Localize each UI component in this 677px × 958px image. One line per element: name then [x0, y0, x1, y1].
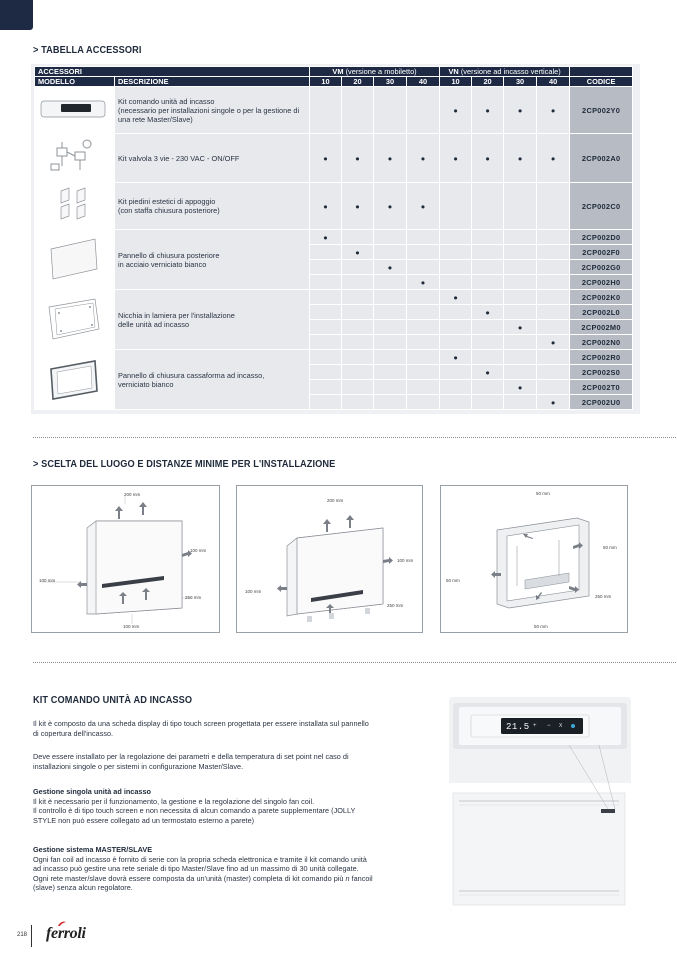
- compat-cell: [440, 335, 472, 350]
- rear-panel-image: [35, 230, 115, 290]
- kit-subsection-master: [33, 845, 373, 893]
- product-code: 2CP002D0: [570, 230, 633, 245]
- compat-cell: [342, 395, 374, 410]
- description-cell: Pannello di chiusura posteriore in acciaio verniciato bianco: [115, 230, 310, 290]
- product-code: 2CP002A0: [570, 134, 633, 183]
- compat-cell: [342, 230, 374, 245]
- compat-cell: [374, 230, 407, 245]
- accessories-table-panel: [31, 64, 640, 414]
- compat-cell: [440, 245, 472, 260]
- diagram-drawing: [237, 486, 422, 632]
- footer-rule: [31, 925, 32, 947]
- header-size: 40: [537, 77, 570, 87]
- compat-cell: [407, 335, 440, 350]
- dim-left: 50 mm: [446, 578, 460, 583]
- header-size: 40: [407, 77, 440, 87]
- compat-cell: [342, 305, 374, 320]
- compat-cell: [537, 260, 570, 275]
- header-descrizione: DESCRIZIONE: [115, 77, 310, 87]
- product-code: 2CP002H0: [570, 275, 633, 290]
- compat-cell: ●: [310, 183, 342, 230]
- header-row-1: [35, 67, 633, 77]
- compat-cell: [407, 87, 440, 134]
- dim-right: 100 mm: [397, 558, 414, 563]
- compat-cell: ●: [440, 87, 472, 134]
- compat-cell: [472, 245, 504, 260]
- compat-cell: [374, 87, 407, 134]
- compat-cell: [342, 350, 374, 365]
- compat-cell: ●: [342, 183, 374, 230]
- kit-paragraph-4: Il controllo è di tipo touch screen e non necessita di alcun comando a parete supplementare (JOLLY STYLE non può essere collegato ad un termostato esterno a parete): [33, 806, 356, 825]
- subheading-master: Gestione sistema MASTER/SLAVE: [33, 845, 153, 854]
- description-cell: Kit comando unità ad incasso (necessario per installazioni singole o per la gestione di una rete Master/Slave): [115, 87, 310, 134]
- compat-cell: [374, 275, 407, 290]
- product-code: 2CP002S0: [570, 365, 633, 380]
- compat-cell: [472, 380, 504, 395]
- product-code: 2CP002N0: [570, 335, 633, 350]
- compat-cell: ●: [537, 395, 570, 410]
- product-code: 2CP002F0: [570, 245, 633, 260]
- corner-tab: [0, 0, 33, 30]
- dim-floor: 250 mm: [185, 595, 202, 600]
- compat-cell: ●: [310, 230, 342, 245]
- compat-cell: [342, 320, 374, 335]
- compat-cell: [342, 290, 374, 305]
- diagram-drawing: [32, 486, 219, 632]
- accessories-title: > TABELLA ACCESSORI: [33, 45, 142, 56]
- dim-bottom: 50 mm: [534, 624, 548, 629]
- compat-cell: ●: [504, 87, 537, 134]
- product-code: 2CP002C0: [570, 183, 633, 230]
- kit-paragraph-5: Ogni fan coil ad incasso è fornito di serie con la propria scheda elettronica e tramite il kit comando unità ad incasso può gestire una rete seriale di tipo Master/Slave fino ad un massimo di 30 unità collegate.: [33, 854, 367, 874]
- compat-cell: [342, 260, 374, 275]
- header-codice: CODICE: [570, 77, 633, 87]
- compat-cell: [537, 380, 570, 395]
- compat-cell: [440, 230, 472, 245]
- compat-cell: [440, 183, 472, 230]
- compat-cell: [374, 365, 407, 380]
- description-cell: Kit valvola 3 vie - 230 VAC - ON/OFF: [115, 134, 310, 183]
- compat-cell: [374, 245, 407, 260]
- kit-paragraph-3: Il kit è necessario per il funzionamento, la gestione e la regolazione del singolo fan coil.: [33, 796, 315, 806]
- dim-floor: 250 mm: [387, 603, 404, 608]
- compat-cell: [407, 350, 440, 365]
- feet-kit-image: [35, 183, 115, 230]
- compat-cell: [374, 350, 407, 365]
- compat-cell: ●: [472, 87, 504, 134]
- product-code: 2CP002U0: [570, 395, 633, 410]
- dim-floor: 250 mm: [595, 594, 612, 599]
- compat-cell: [342, 87, 374, 134]
- compat-cell: [504, 365, 537, 380]
- compat-cell: [472, 290, 504, 305]
- compat-cell: [472, 395, 504, 410]
- compat-cell: ●: [407, 275, 440, 290]
- compat-cell: [310, 320, 342, 335]
- compat-cell: ●: [472, 305, 504, 320]
- compat-cell: [504, 183, 537, 230]
- compat-cell: ●: [342, 245, 374, 260]
- compat-cell: [407, 320, 440, 335]
- compat-cell: [440, 395, 472, 410]
- installation-diagram-vm-wall: [236, 485, 423, 633]
- compat-cell: [310, 305, 342, 320]
- diagram-drawing: [441, 486, 627, 632]
- product-code: 2CP002K0: [570, 290, 633, 305]
- divider: [33, 662, 677, 663]
- brand-logo: ferroli: [46, 925, 86, 942]
- dim-right: 100 mm: [190, 548, 207, 553]
- compat-cell: ●: [504, 380, 537, 395]
- compat-cell: [374, 320, 407, 335]
- page-number: 218: [17, 932, 28, 938]
- compat-cell: [407, 245, 440, 260]
- compat-cell: ●: [407, 183, 440, 230]
- compat-cell: [407, 305, 440, 320]
- compat-cell: [537, 350, 570, 365]
- header-size: 30: [504, 77, 537, 87]
- compat-cell: [407, 260, 440, 275]
- compat-cell: [440, 380, 472, 395]
- compat-cell: [310, 275, 342, 290]
- dim-left: 100 mm: [39, 578, 56, 583]
- header-size: 20: [472, 77, 504, 87]
- compat-cell: [407, 380, 440, 395]
- compat-cell: [537, 320, 570, 335]
- installation-diagram-vm: [31, 485, 220, 633]
- compat-cell: [537, 365, 570, 380]
- description-cell: Kit piedini estetici di appoggio (con staffa chiusura posteriore): [115, 183, 310, 230]
- table-row: [35, 183, 633, 230]
- compat-cell: [310, 350, 342, 365]
- header-vm: VM (versione a mobiletto): [310, 67, 440, 77]
- compat-cell: [310, 87, 342, 134]
- compat-cell: ●: [504, 134, 537, 183]
- compat-cell: [537, 230, 570, 245]
- display-plus-button[interactable]: +: [533, 723, 537, 729]
- display-temperature: 21.5: [506, 722, 530, 732]
- compat-cell: [310, 260, 342, 275]
- compat-cell: [472, 230, 504, 245]
- dim-top: 200 mm: [327, 498, 344, 503]
- remote-control-kit-image: [35, 87, 115, 134]
- compat-cell: [537, 275, 570, 290]
- compat-cell: [310, 365, 342, 380]
- compat-cell: [407, 395, 440, 410]
- compat-cell: [440, 305, 472, 320]
- compat-cell: [537, 245, 570, 260]
- compat-cell: [374, 335, 407, 350]
- compat-cell: [504, 245, 537, 260]
- compat-cell: [310, 380, 342, 395]
- compat-cell: [374, 290, 407, 305]
- compat-cell: [504, 290, 537, 305]
- table-row: [35, 134, 633, 183]
- compat-cell: [440, 275, 472, 290]
- compat-cell: [472, 183, 504, 230]
- installation-diagram-vn: [440, 485, 628, 633]
- compat-cell: [504, 335, 537, 350]
- compat-cell: ●: [440, 134, 472, 183]
- dim-bottom: 100 mm: [123, 624, 140, 629]
- compat-cell: [374, 305, 407, 320]
- dim-right: 50 mm: [603, 545, 617, 550]
- kit-photo: [449, 697, 631, 911]
- compat-cell: [440, 320, 472, 335]
- divider: [33, 437, 677, 438]
- compat-cell: [537, 183, 570, 230]
- product-code: 2CP002T0: [570, 380, 633, 395]
- compat-cell: ●: [537, 335, 570, 350]
- compat-cell: ●: [440, 290, 472, 305]
- subheading-single: Gestione singola unità ad incasso: [33, 787, 151, 796]
- compat-cell: [310, 245, 342, 260]
- table-row: [35, 87, 633, 134]
- compat-cell: [310, 335, 342, 350]
- compat-cell: [407, 365, 440, 380]
- compat-cell: ●: [504, 320, 537, 335]
- description-cell: Nicchia in lamiera per l'installazione delle unità ad incasso: [115, 290, 310, 350]
- power-led-icon: [571, 724, 575, 728]
- compat-cell: [472, 320, 504, 335]
- header-size: 10: [440, 77, 472, 87]
- accessories-table: [34, 66, 633, 410]
- compat-cell: [504, 305, 537, 320]
- compat-cell: [407, 290, 440, 305]
- table-row: [35, 230, 633, 245]
- compat-cell: [407, 230, 440, 245]
- compat-cell: ●: [374, 260, 407, 275]
- kit-paragraph-2: Deve essere installato per la regolazione dei parametri e della temperatura di set point nel caso di installazioni singole o per sistemi in configurazione Master/Slave.: [33, 752, 349, 771]
- compat-cell: ●: [537, 87, 570, 134]
- display-x-button[interactable]: X: [559, 723, 563, 729]
- product-code: 2CP002L0: [570, 305, 633, 320]
- kit-subsection-single: [33, 787, 373, 825]
- compat-cell: ●: [440, 350, 472, 365]
- dim-top: 200 mm: [124, 492, 141, 497]
- compat-cell: [342, 365, 374, 380]
- compat-cell: [504, 260, 537, 275]
- compat-cell: [537, 290, 570, 305]
- compat-cell: ●: [374, 134, 407, 183]
- compat-cell: [504, 350, 537, 365]
- compat-cell: [342, 335, 374, 350]
- compat-cell: [310, 395, 342, 410]
- table-row: [35, 290, 633, 305]
- compat-cell: [342, 275, 374, 290]
- description-cell: Pannello di chiusura cassaforma ad incasso, verniciato bianco: [115, 350, 310, 410]
- header-accessori: ACCESSORI: [35, 67, 310, 77]
- compat-cell: [472, 260, 504, 275]
- compat-cell: [504, 395, 537, 410]
- compat-cell: [374, 395, 407, 410]
- compat-cell: [472, 350, 504, 365]
- kit-paragraph-1: Il kit è composto da una scheda display di tipo touch screen progettata per essere installata sul pannello di copertura dell'incasso.: [33, 719, 369, 738]
- fancoil-photo-drawing: [449, 697, 631, 911]
- compat-cell: ●: [537, 134, 570, 183]
- wall-niche-image: [35, 290, 115, 350]
- display-minus-button[interactable]: −: [547, 723, 551, 729]
- header-size: 20: [342, 77, 374, 87]
- compat-cell: [472, 335, 504, 350]
- compat-cell: [342, 380, 374, 395]
- compat-cell: ●: [472, 365, 504, 380]
- header-size: 30: [374, 77, 407, 87]
- product-code: 2CP002M0: [570, 320, 633, 335]
- product-code: 2CP002Y0: [570, 87, 633, 134]
- install-title: > SCELTA DEL LUOGO E DISTANZE MINIME PER L'INSTALLAZIONE: [33, 459, 336, 470]
- compat-cell: ●: [342, 134, 374, 183]
- compat-cell: ●: [407, 134, 440, 183]
- three-way-valve-kit-image: [35, 134, 115, 183]
- compat-cell: [504, 275, 537, 290]
- compat-cell: ●: [310, 134, 342, 183]
- header-size: 10: [310, 77, 342, 87]
- header-modello: MODELLO: [35, 77, 115, 87]
- table-row: [35, 350, 633, 365]
- compat-cell: [504, 230, 537, 245]
- header-row-2: [35, 77, 633, 87]
- compat-cell: [472, 275, 504, 290]
- product-code: 2CP002R0: [570, 350, 633, 365]
- compat-cell: ●: [374, 183, 407, 230]
- kit-paragraph-6: Ogni rete master/slave dovrà essere composta da un'unità (master) completa di kit comando più n fancoil (slave) senza alcun regolatore.: [33, 873, 373, 893]
- closing-frame-image: [35, 350, 115, 410]
- compat-cell: ●: [472, 134, 504, 183]
- product-code: 2CP002G0: [570, 260, 633, 275]
- compat-cell: [310, 290, 342, 305]
- dim-top: 50 mm: [536, 491, 550, 496]
- compat-cell: [374, 380, 407, 395]
- kit-title: KIT COMANDO UNITÀ AD INCASSO: [33, 695, 193, 706]
- dim-left: 100 mm: [245, 589, 262, 594]
- compat-cell: [440, 365, 472, 380]
- header-vn: VN (versione ad incasso verticale): [440, 67, 570, 77]
- compat-cell: [440, 260, 472, 275]
- compat-cell: [537, 305, 570, 320]
